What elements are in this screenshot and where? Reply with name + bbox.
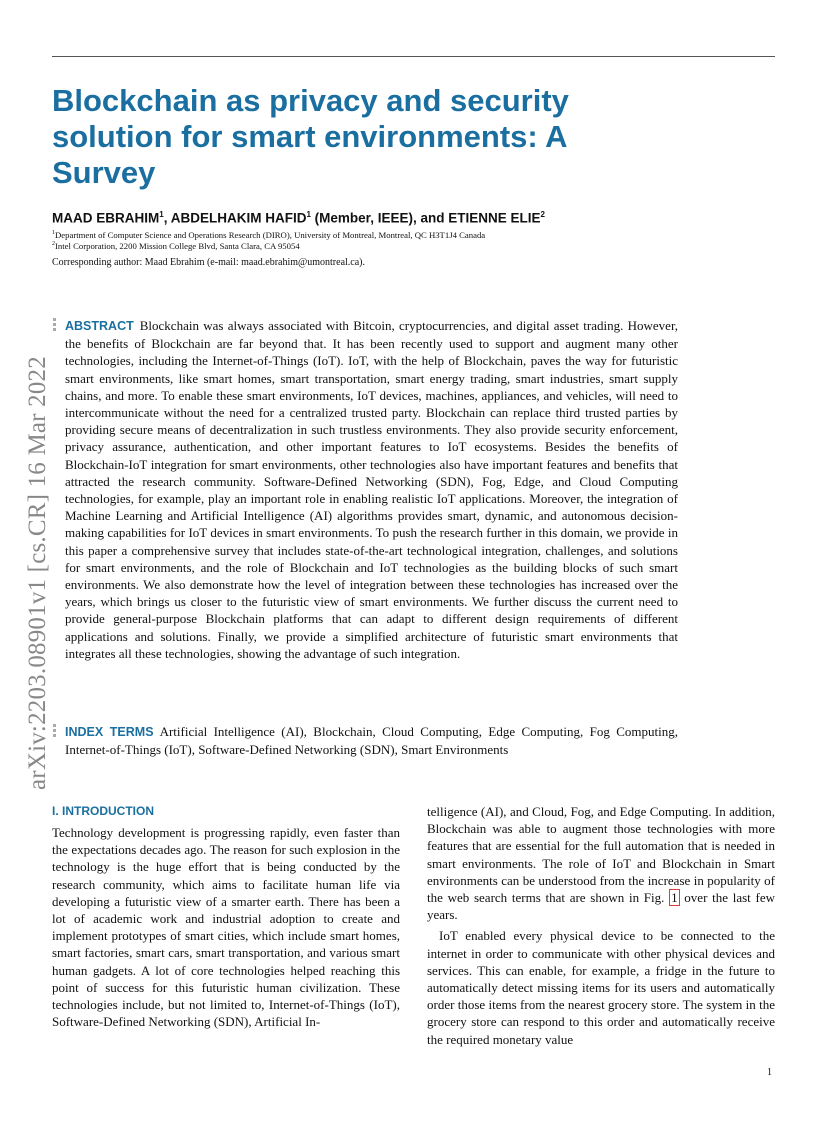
author-list — [52, 210, 752, 226]
paragraph: Technology development is progressing rapidly, even faster than the expectations decades ago. The reason for such explosion in the technology is the huge effort that is being conducted by the research community, which aims to facilitate human life via developing a futuristic view of a smarter earth. There has been a lot of academic work and industrial adoption to create and implement prototypes of smart cities, which include smart homes, smart factories, smart cars, smart transportation, and various smart human gadgets. A lot of core technologies helped reaching this point of success for this futuristic human civilization. These technologies include, but not limited to, Internet-of-Things (IoT), Software-Defined Networking (SDN), Artificial In- — [52, 825, 400, 1030]
figure-reference-link[interactable]: 1 — [671, 890, 678, 906]
affiliation-2 — [52, 241, 300, 251]
paragraph-text: telligence (AI), and Cloud, Fog, and Edge Computing. In addition, Blockchain was able to augment those technologies with more features that are essential for the full automation that is needed in smart environments. The role of IoT and Blockchain in Smart environments can be understood from the increase in popularity of the web search terms that are shown in Fig. — [427, 804, 775, 906]
arxiv-identifier: arXiv:2203.08901v1 [cs.CR] 16 Mar 2022 — [24, 356, 51, 790]
index-terms-label: INDEX TERMS — [65, 725, 154, 739]
corresponding-author: Corresponding author: Maad Ebrahim (e-mail: maad.ebrahim@umontreal.ca). — [52, 257, 365, 268]
index-terms-text: Artificial Intelligence (AI), Blockchain, Cloud Computing, Edge Computing, Fog Computing, Internet-of-Things (IoT), Software-Defined Networking (SDN), Smart Environments — [65, 724, 678, 758]
paper-title — [52, 83, 652, 191]
abstract-marker — [53, 318, 56, 333]
affiliation-marker: 2 — [52, 241, 55, 248]
author-note: (Member, IEEE), and — [310, 210, 449, 226]
paragraph — [427, 803, 775, 923]
affiliation-text: Intel Corporation, 2200 Mission College Blvd, Santa Clara, CA 95054 — [55, 241, 300, 251]
affiliation-text: Department of Computer Science and Operations Research (DIRO), University of Montreal, Montreal, QC H3T1J4 Canada — [55, 230, 486, 240]
title-line: Blockchain as privacy and security — [52, 83, 569, 118]
title-line: solution for smart environments: A — [52, 119, 568, 154]
paragraph: IoT enabled every physical device to be connected to the internet in order to communicate with other physical devices and services. This can enable, for example, a fridge in the future to automatically detect missing items for its users and automatically order those items from the nearest grocery store. The system in the grocery store can respond to this order and automatically receive the required monetary value — [427, 928, 775, 1047]
index-terms-marker — [53, 724, 56, 739]
abstract-label: ABSTRACT — [65, 319, 134, 333]
affiliation-marker: 1 — [52, 230, 55, 237]
column-right — [427, 803, 775, 1048]
abstract — [65, 317, 678, 662]
title-line: Survey — [52, 155, 156, 190]
author-name: MAAD EBRAHIM — [52, 210, 160, 226]
column-left — [52, 803, 400, 1030]
author-name: ETIENNE ELIE — [448, 210, 541, 226]
page-number: 1 — [767, 1067, 772, 1078]
index-terms — [65, 723, 678, 758]
section-heading: I. INTRODUCTION — [52, 804, 154, 818]
affiliation-marker: 1 — [159, 210, 164, 219]
affiliation-marker: 1 — [306, 210, 311, 219]
affiliation-1 — [52, 230, 485, 240]
author-separator: , — [163, 210, 171, 226]
author-name: ABDELHAKIM HAFID — [170, 210, 307, 226]
paragraph-text: over the last few years. — [427, 890, 775, 923]
abstract-text: Blockchain was always associated with Bitcoin, cryptocurrencies, and digital asset trading. However, the benefits of Blockchain are far beyond that. It has been recently used to support and augment many other technologies, including the Internet-of-Things (IoT). IoT, with the help of Blockchain, paves the way for futuristic smart environments, like smart homes, smart transportation, smart energy trading, smart industries, smart supply chains, and more. To enable these smart environments, IoT devices, machines, appliances, and vehicles, will need to intercommunicate without the need for a centralized trusted party. Blockchain can replace third trusted parties by providing secure means of decentralization in such trustless environments. They also provide security enforcement, privacy assurance, authentication, and other important features to IoT ecosystems. Besides the benefits of Blockchain-IoT integration for smart environments, other technologies also have important features and benefits that attracted the research community. Software-Defined Networking (SDN), Fog, Edge, and Cloud Computing technologies, for example, play an important role in enabling realistic IoT applications. Moreover, the integration of Machine Learning and Artificial Intelligence (AI) algorithms provides smart, dynamic, and autonomous decision-making capabilities for IoT devices in smart environments. To push the research further in this domain, we provide in this paper a comprehensive survey that includes state-of-the-art technological integration, challenges, and solutions for smart environments, and the role of Blockchain and IoT technologies as the building blocks of such smart environments. We also demonstrate how the level of integration between these technologies has increased over the years, which brings us closer to the futuristic view of smart environments. We further discuss the current need to provide general-purpose Blockchain platforms that can adapt to different design requirements of different applications and solutions. Finally, we provide a simplified architecture of futuristic smart environments that integrates all these technologies, showing the advantage of such integration. — [65, 318, 678, 661]
affiliation-marker: 2 — [540, 210, 545, 219]
header-rule — [52, 56, 775, 57]
